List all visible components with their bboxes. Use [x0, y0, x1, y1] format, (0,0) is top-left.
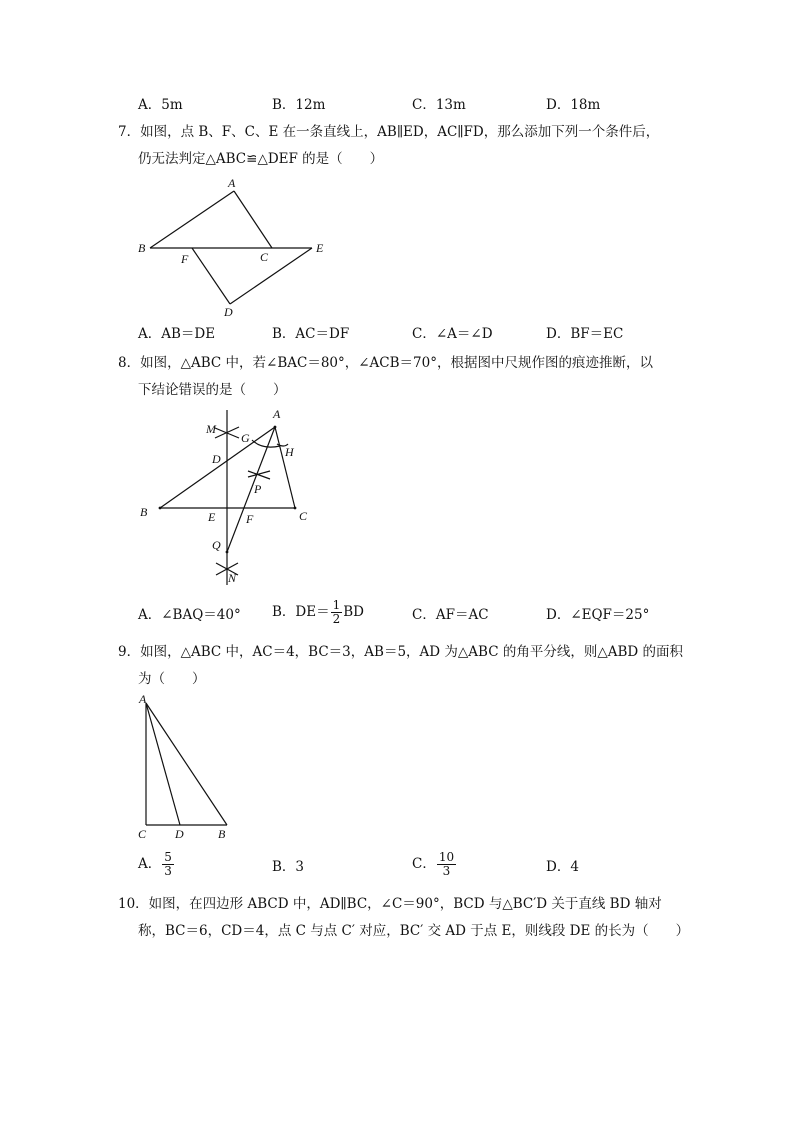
q10-stem-line2: 称，BC＝6，CD＝4，点 C 与点 C′ 对应，BC′ 交 AD 于点 E，则线段 DE 的长为（ ） — [138, 923, 690, 939]
q7-figure — [130, 170, 340, 320]
q9-option-c-prefix: C． — [412, 856, 436, 872]
q8-option-b-prefix: B．DE＝ — [272, 604, 330, 620]
q9-label-d: D — [175, 827, 184, 841]
q8-option-a[interactable]: A．∠BAQ＝40° — [138, 607, 241, 623]
q8-stem-line1: 8．如图，△ABC 中，若∠BAC＝80°，∠ACB＝70°，根据图中尺规作图的痕迹推断，以 — [118, 355, 653, 371]
q7-label-a: A — [228, 176, 236, 190]
q6-option-c[interactable]: C．13m — [412, 97, 466, 113]
q9-label-b: B — [218, 827, 226, 841]
q9-option-b[interactable]: B．3 — [272, 859, 305, 875]
q8-option-b-fraction — [331, 599, 343, 626]
q8-line-aq — [227, 427, 275, 552]
q9-option-a-prefix: A． — [138, 856, 162, 872]
q8-option-b[interactable] — [272, 599, 364, 626]
q8-option-c[interactable]: C．AF＝AC — [412, 607, 489, 623]
q9-option-c[interactable] — [412, 851, 457, 878]
q8-label-a: A — [273, 407, 281, 421]
q8-label-m: M — [206, 422, 216, 436]
q8-label-p: P — [254, 482, 262, 496]
q6-option-a[interactable]: A．5m — [138, 97, 183, 113]
q8-label-n: N — [228, 571, 237, 585]
q8-option-b-suffix: BD — [343, 604, 364, 620]
q8-label-q: Q — [212, 538, 221, 552]
q8-label-b: B — [140, 505, 148, 519]
q7-option-b[interactable]: B．AC＝DF — [272, 326, 350, 342]
q6-option-b[interactable]: B．12m — [272, 97, 326, 113]
q8-label-d: D — [212, 452, 221, 466]
q6-option-d[interactable]: D．18m — [546, 97, 601, 113]
q7-segment-de — [230, 248, 312, 304]
q7-segment-fd — [192, 248, 230, 304]
q7-option-d[interactable]: D．BF＝EC — [546, 326, 624, 342]
q10-stem-line1: 10．如图，在四边形 ABCD 中，AD∥BC，∠C＝90°，BCD 与△BC′D 关于直线 BD 轴对 — [118, 896, 662, 912]
q7-stem-line2: 仍无法判定△ABC≌△DEF 的是（ ） — [138, 151, 384, 167]
q9-option-c-den: 3 — [442, 864, 451, 878]
q9-figure — [130, 690, 250, 845]
q9-option-a-fraction — [162, 851, 174, 878]
q9-option-d[interactable]: D．4 — [546, 859, 579, 875]
q8-option-b-den: 2 — [332, 612, 341, 626]
q8-label-c: C — [299, 509, 308, 523]
q8-label-g: G — [241, 431, 250, 445]
q7-option-c[interactable]: C．∠A＝∠D — [412, 326, 493, 342]
q8-option-d[interactable]: D．∠EQF＝25° — [546, 607, 650, 623]
q7-label-b: B — [138, 241, 146, 255]
q7-label-c: C — [260, 250, 269, 264]
q8-option-b-num: 1 — [332, 598, 341, 612]
q8-stem-line2: 下结论错误的是（ ） — [138, 382, 287, 398]
q7-stem-line1: 7．如图，点 B、F、C、E 在一条直线上，AB∥ED，AC∥FD，那么添加下列一个条件后， — [118, 124, 660, 140]
q8-arc-gh — [252, 440, 280, 447]
q7-segment-ac — [234, 191, 272, 248]
q7-segment-ab — [150, 191, 234, 248]
q7-label-d: D — [224, 305, 233, 319]
q8-figure — [130, 400, 330, 595]
q9-option-c-num: 10 — [438, 850, 455, 864]
q9-option-c-fraction — [437, 851, 456, 878]
q9-segment-ab — [146, 703, 227, 825]
q7-label-e: E — [316, 241, 324, 255]
q7-option-a[interactable]: A．AB＝DE — [138, 326, 216, 342]
q8-label-h: H — [285, 445, 294, 459]
q9-stem-line1: 9．如图，△ABC 中，AC＝4，BC＝3，AB＝5，AD 为△ABC 的角平分线，则△ABD 的面积 — [118, 644, 683, 660]
q9-segment-ad — [146, 703, 180, 825]
q9-option-a[interactable] — [138, 851, 175, 878]
q9-label-c: C — [138, 827, 147, 841]
q9-option-a-num: 5 — [164, 850, 172, 864]
q7-label-f: F — [181, 252, 189, 266]
q9-option-a-den: 3 — [164, 864, 172, 878]
q9-stem-line2: 为（ ） — [138, 671, 206, 687]
q8-label-f: F — [246, 512, 254, 526]
q8-segment-ac — [275, 427, 295, 508]
q8-label-e: E — [208, 510, 216, 524]
q9-label-a: A — [139, 692, 147, 706]
